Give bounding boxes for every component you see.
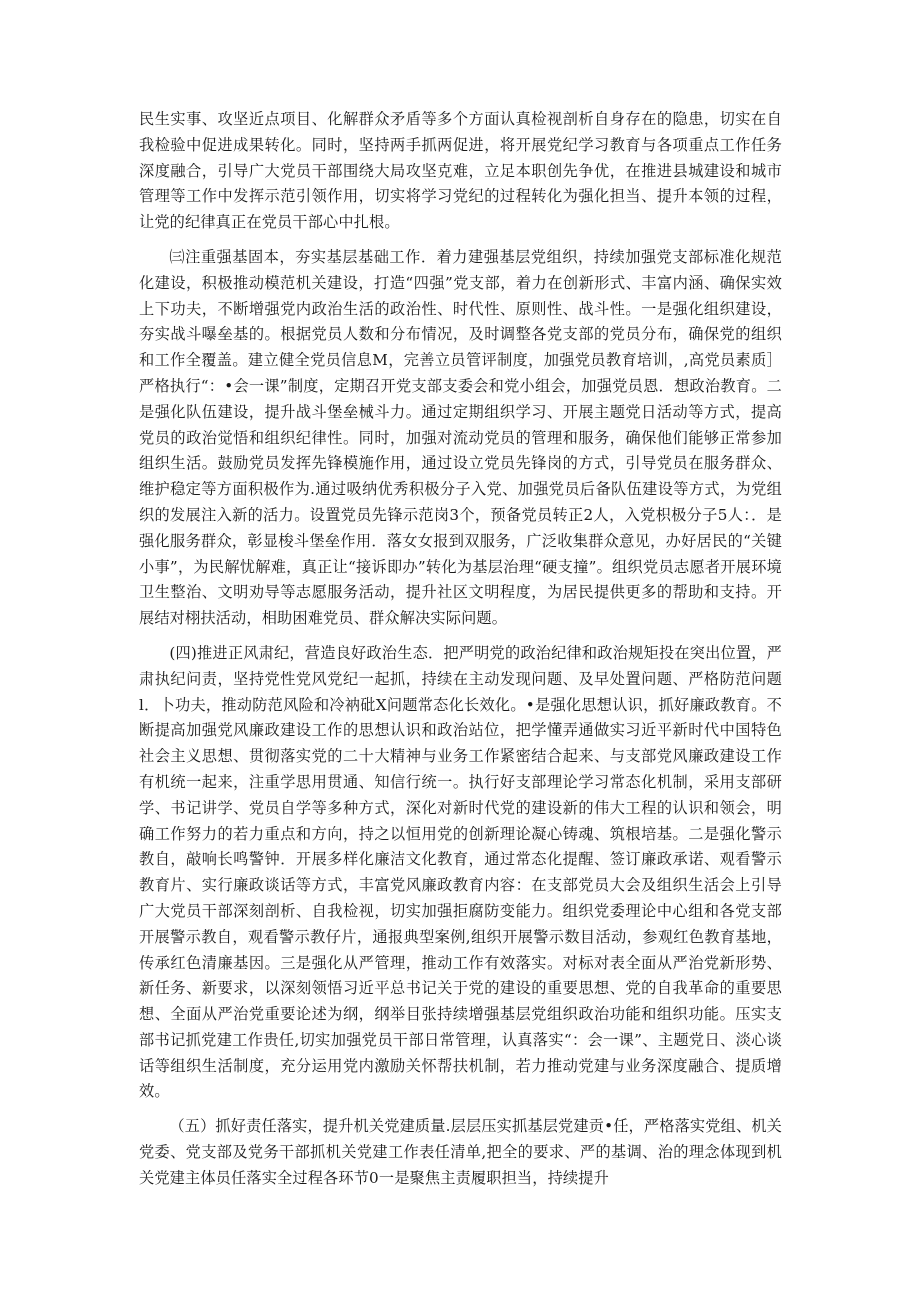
document-page [139, 107, 782, 1201]
paragraph-section-3: ㈢注重强基固本，夯实基层基础工作．着力建强基层党组织，持续加强党支部标准化规范化建设，积极推动模范机关建设，打造“四强”党支部，着力在创新形式、丰富内涵、确保实效上下功夫，不断增强党内政治生活的政治性、时代性、原则性、战斗性。一是强化组织建设，夯实战斗嚗垒基的。根据党员人数和分布情况，及时调整各党支部的党员分布，确保党的组织和工作全覆盖。建立健全党员信息M，完善立员管评制度，加强党员教育培训，,高党员素质］严格执行“：•会一课”制度，定期召开党支部支委会和党小组会，加强党员恩．想政治教育。二是强化队伍建设，提升战斗堡垒械斗力。通过定期组织学习、开展主题党日活动等方式，提高党员的政治觉悟和组织纪律性。同时，加强对流动党员的管理和服务，确保他们能够正常参加组织生活。鼓励党员发挥先锋模施作用，通过设立党员先锋岗的方式，引导党员在服务群众、维护稳定等方面积极作为.通过吸纳优秀积极分子入党、加强党员后备队伍建设等方式，为党组织的发展注入新的活力。设置党员先锋示范岗3个，预备党员转正2人，入党枳极分子5人：．是强化服务群众，彰显梭斗堡垒作用．落女女报到双服务，广泛收集群众意见，办好居民的“关键小事”，为民解忧解难，真正让“接诉即办”转化为基层治理“硬支撞”。组织党员志愿者开展环境卫生整治、文明劝导等志愿服务活动，提升社区文明程度，为居民提供更多的帮助和支持。开展结对栩扶活动，相助困难党员、群众解决实际问题。 [139, 247, 782, 628]
paragraph-section-5: （五）抓好责任落实，提升机关党建质量.层层压实抓基层党建贡•任，严格落实党组、机关党委、党支部及党务干部抓机关党建工作表任清单,把全的要求、严的基调、治的理念体现到机关党建主体员任落实全过程各环节0一是聚焦主责履职担当，持续提升 [139, 1117, 782, 1187]
paragraph-continuation: 民生实事、攻坚近点项目、化解群众矛盾等多个方面认真检视剖析自身存在的隐患，切实在自我检验中促进成果转化。同时，坚持两手抓两促进，将开展党纪学习教育与各项重点工作任务深度融合，引导广大党员干部围绕大局攻坚克难，立足本职创先争优，在推进县城建设和城市管理等工作中发挥示范引领作用，切实将学习党纪的过程转化为强化担当、提升本领的过程，让党的纪律真正在党员干部心中扎根。 [139, 110, 782, 232]
paragraph-section-4: (四)推进正风肃纪，营造良好政治生态．把严明党的政治纪律和政治规矩投在突出位置，严肃执纪问责，坚持党性党风党纪一起抓，持续在主动发现问题、及早处置问题、严格防范问题l．卜功夫，推动防范风险和冷衲砒X问题常态化长效化。•是强化思想认识，抓好廉政教育。不断提高加强党风廉政建设工作的思想认识和政治站位，把学懂弄通做实习近平新时代中国特色社会主义思想、贯彻落实党的二十大精神与业务工作紧密结合起来、与支部党风廉政建设工作有机统一起来，注重学思用贯通、知信行统一。执行好支部理论学习常态化机制，采用支部研学、书记讲学、党员自学等多种方式，深化对新时代党的建设新的伟大工程的认识和领会，明确工作努力的若力重点和方向，持之以恒用党的创新理论凝心铸魂、筑根培基。二是强化警示教自，敲响长鸣警钟．开展多样化廉洁文化教育，通过常态化提醒、签订廉政承诺、观看警示教育片、实行廉政谈话等方式，丰富党风廉政教育内容：在支部党员大会及组织生活会上引导广大党员干部深刻剖析、自我检视，切实加强拒腐防变能力。组织党委理论中心组和各党支部开展警示教自，观看警示教仔片，通报典型案例,组织开展警示数目活动，参观红色教育基地，传承红色清廉基因。三是强化从严管理，推动工作有效落实。对标对表全面从严治党新形势、新任务、新要求，以深刻领悟习近平总书记关于党的建设的重要思想、党的自我革命的重要思想、全面从严治党重要论述为纲，纲举目张持续增强基层党组织政治功能和组织功能。压实支部书记抓党建工作贵任,切实加强党员干部日常管理，认真落实“：会一课”、主题党日、淡心谈话等组织生活制度，充分运用党内激励关怀帮扶机制，若力推动党建与业务深度融合、提质增效。 [139, 643, 782, 1101]
